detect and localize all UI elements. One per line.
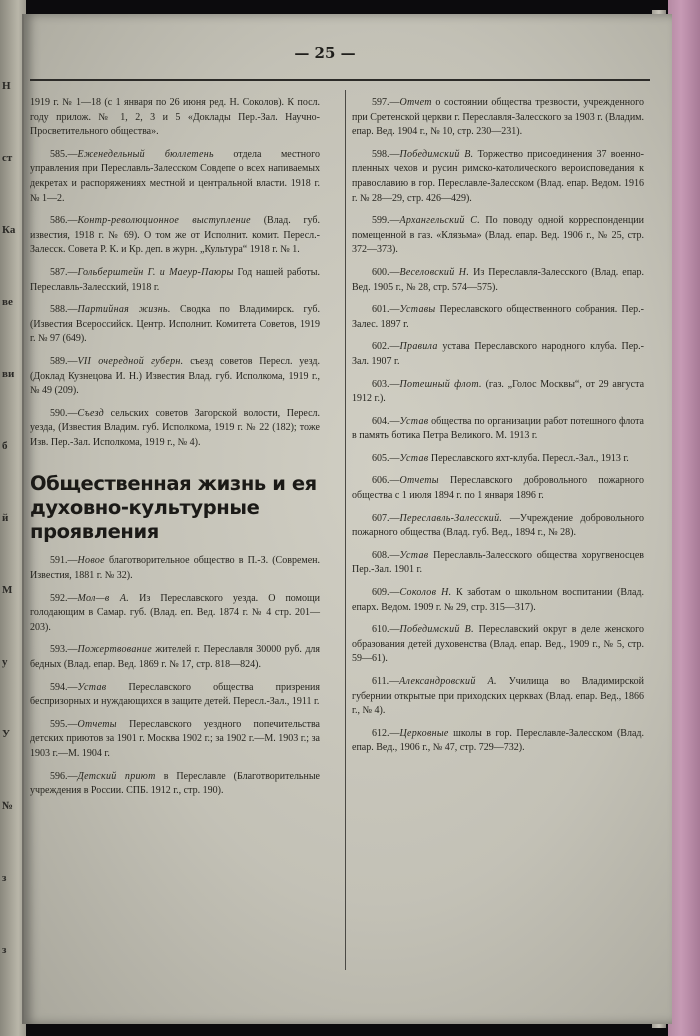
entry-text: сельских советов Загорской волости, Пересл. уезда, (Известия Владим. губ. Исполкома, 1919 г. № 22 (182); тоже Изв. Пер.-Зал. Исполкома, 1919 г., № 4). bbox=[30, 407, 321, 448]
bibliography-entry bbox=[352, 727, 644, 756]
entry-text: Переславского уездного попечительства детских приютов за 1901 г. Москва 1902 г.; за 1902 г.—М. 1903 г.; за 1903 г.—М. 1904 г. bbox=[30, 718, 321, 759]
entry-text: Переславского добровольного пожарного общества с 1 июля 1894 г. по 1 января 1896 г. bbox=[352, 475, 644, 502]
entry-author-title: Церковные bbox=[399, 727, 449, 739]
bibliography-entry bbox=[352, 549, 644, 578]
entry-number: 598.— bbox=[372, 148, 400, 160]
left-page-fragment: у bbox=[2, 656, 8, 668]
left-page-fragment: й bbox=[2, 512, 9, 524]
entry-author-title: Архангельский С. bbox=[399, 215, 481, 227]
entry-text: К заботам о школьном воспитании (Влад. епарх. Ведом. 1909 г. № 29, стр. 315—317). bbox=[352, 587, 644, 613]
entry-author-title: Александровский А. bbox=[399, 676, 497, 687]
entry-text: Переславль-Залесского общества хоругвеносцев Пер.-Зал. 1901 г. bbox=[352, 549, 644, 576]
entry-text: 1919 г. № 1—18 (с 1 января по 26 июня ред. Н. Соколов). К посл. году прилож. № 1, 2, 3 и 5 «Доклады Пер.-Зал. Научно-Просветительного общества». bbox=[30, 97, 320, 138]
entry-text: в Переславле (Благотворительные учреждения в России. СПБ. 1912 г., стр. 190). bbox=[30, 770, 320, 797]
entry-number: 602.— bbox=[372, 341, 400, 353]
bibliography-entry bbox=[352, 474, 644, 503]
bibliography-entry bbox=[30, 355, 320, 399]
entry-number: 586.— bbox=[50, 215, 78, 227]
bibliography-entry bbox=[30, 554, 320, 583]
entry-number: 590.— bbox=[50, 407, 78, 419]
entry-number: 597.— bbox=[372, 97, 400, 108]
left-page-fragment: з bbox=[2, 944, 7, 956]
bibliography-entry bbox=[30, 407, 320, 451]
left-page-fragment: М bbox=[2, 584, 13, 596]
entry-number: 585.— bbox=[50, 148, 78, 160]
entry-number: 600.— bbox=[372, 266, 400, 278]
bibliography-entry bbox=[30, 643, 320, 672]
entry-number: 606.— bbox=[372, 475, 400, 487]
entry-number: 608.— bbox=[372, 549, 400, 561]
bibliography-entry bbox=[352, 266, 644, 295]
left-entries-after-heading bbox=[30, 554, 320, 798]
right-entries bbox=[352, 96, 644, 756]
entry-author-title: Победимский В. bbox=[399, 148, 474, 160]
entry-text: о состоянии общества трезвости, учрежденного при Сретенской церкви г. Переславля-Залесского за 1903 г. (Владим. епар. Вед. 1904 г., № 10, стр. 230—231). bbox=[352, 97, 645, 138]
entry-number: 611.— bbox=[372, 676, 400, 687]
entry-author-title: Контр-революционное выступление bbox=[77, 215, 251, 227]
entry-number: 592.— bbox=[50, 592, 78, 604]
bibliography-entry bbox=[30, 303, 320, 347]
left-column bbox=[30, 96, 320, 807]
entry-text: Торжество присоединения 37 военно-пленных чехов и русин римско-католического вероисповедания к православию в гор. Переславле-Залесском (Влад. епар. Ведом. 1916 г. № 28—29, стр. 426—429). bbox=[352, 148, 644, 204]
bibliography-entry bbox=[30, 592, 320, 636]
entry-author-title: Устав bbox=[77, 681, 107, 693]
left-page-fragment: ст bbox=[2, 152, 13, 164]
bibliography-entry bbox=[352, 415, 644, 444]
bibliography-entry bbox=[352, 303, 644, 332]
left-page-fragment: ви bbox=[2, 368, 15, 380]
entry-text: По поводу одной корреспонденции помещенной в газ. «Клязьма» (Влад. епар. Вед. 1906 г., № 25, стр. 372—373). bbox=[352, 215, 645, 256]
entry-number: 589.— bbox=[50, 355, 78, 367]
entry-number: 593.— bbox=[50, 644, 78, 656]
entry-text: отдела местного управления при Переславль-Залесском Совдепе о всех напиваемых декретах и распоряжениях местной и центральной власти. 1918 г. № 1—2. bbox=[30, 148, 320, 204]
entry-author-title: Еженедельный бюллетень bbox=[77, 148, 214, 160]
entry-author-title: Потешный флот. bbox=[399, 378, 482, 390]
bibliography-entry bbox=[352, 378, 644, 407]
entry-number: 588.— bbox=[50, 304, 78, 316]
section-heading: Общественная жизнь и ея духовно-культурные проявления bbox=[30, 472, 317, 544]
entry-text: Переславского яхт-клуба. Пересл.-Зал., 1913 г. bbox=[430, 452, 629, 464]
entry-number: 587.— bbox=[50, 266, 78, 278]
entry-author-title: Партийная жизнь. bbox=[77, 304, 171, 316]
entry-author-title: Веселовский Н. bbox=[399, 266, 470, 278]
entry-text: съезд советов Пересл. уезд. (Доклад Кузнецова И. Н.) Известия Влад. губ. Исполкома, 1919 г., № 49 (209). bbox=[30, 355, 320, 397]
bibliography-entry bbox=[352, 623, 644, 667]
entry-text: школы в гор. Переславле-Залесском (Влад. епар. Вед., 1906 г., № 47, стр. 729—732). bbox=[352, 727, 644, 754]
entry-number: 604.— bbox=[372, 415, 400, 427]
entry-number: 610.— bbox=[372, 624, 400, 636]
bibliography-entry bbox=[352, 512, 644, 541]
left-page-fragment: Н bbox=[2, 80, 11, 92]
entry-author-title: Правила bbox=[399, 341, 438, 353]
entry-text: Из Переславля-Залесского (Влад. епар. Вед. 1905 г., № 28, стр. 574—575). bbox=[352, 266, 644, 293]
entry-number: 599.— bbox=[372, 215, 400, 227]
left-entries bbox=[30, 96, 320, 450]
entry-text: благотворительное общество в П.-З. (Современ. Известия, 1881 г. № 32). bbox=[30, 555, 321, 582]
entry-author-title: VII очередной губерн. bbox=[77, 355, 184, 367]
entry-number: 601.— bbox=[372, 304, 400, 316]
bibliography-entry bbox=[30, 214, 320, 258]
entry-text: Год нашей работы. Переславль-Залесский, 1918 г. bbox=[30, 266, 321, 293]
entry-author-title: Гольберштейн Г. и Маеур-Паюры bbox=[77, 266, 234, 278]
entry-text: устава Переславского народного клуба. Пер.-Зал. 1907 г. bbox=[352, 341, 645, 367]
entry-author-title: Устав bbox=[399, 452, 429, 464]
entry-text: Переславского общества призрения беспризорных и нуждающихся в защите детей. Пересл.-Зал., 1911 г. bbox=[30, 681, 320, 708]
column-divider bbox=[345, 90, 346, 970]
entry-text: общества по организации работ потешного флота в память ботика Петра Великого. М. 1913 г. bbox=[352, 415, 644, 442]
bibliography-entry bbox=[352, 96, 644, 140]
bibliography-entry bbox=[30, 718, 320, 762]
entry-author-title: Устав bbox=[399, 415, 429, 427]
entry-text: (газ. „Голос Москвы“, от 29 августа 1912 г.). bbox=[352, 378, 645, 405]
entry-author-title: Переславль-Залесский. bbox=[399, 512, 503, 524]
entry-text: Из Переславского уезда. О помощи голодающим в Самар. губ. (Влад. еп. Вед. 1874 г. № 4 стр. 201—203). bbox=[30, 592, 320, 633]
bibliography-entry bbox=[352, 148, 644, 206]
left-page-fragment: б bbox=[2, 440, 8, 452]
entry-author-title: Уставы bbox=[399, 304, 436, 316]
header-rule bbox=[30, 79, 650, 81]
left-page-fragment: У bbox=[2, 728, 11, 740]
entry-text: Сводка по Владимирск. губ. (Известия Всероссийск. Центр. Исполнит. Комитета Советов, 1919 г. № 97 (649). bbox=[30, 304, 321, 345]
page-number: — 25 — bbox=[294, 44, 356, 62]
right-column bbox=[352, 96, 644, 764]
entry-author-title: Отчеты bbox=[399, 475, 439, 487]
entry-author-title: Победимский В. bbox=[399, 624, 474, 636]
entry-text: жителей г. Переславля 30000 руб. для бедных (Влад. епар. Вед. 1869 г. № 17, стр. 818—824). bbox=[30, 644, 320, 671]
bibliography-entry bbox=[30, 266, 320, 295]
entry-number: 605.— bbox=[372, 452, 400, 464]
entry-author-title: Новое bbox=[77, 555, 105, 567]
entry-number: 603.— bbox=[372, 378, 400, 390]
left-page-fragment: ве bbox=[2, 296, 13, 308]
entry-text: (Влад. губ. известия, 1918 г. № 69). О том же от Исполнит. комит. Пересл.-Залесск. Совета Р. К. и Кр. деп. в журн. „Культура“ 1918 г. № 1. bbox=[30, 215, 321, 256]
left-page-fragment: № bbox=[2, 800, 14, 812]
entry-number: 591.— bbox=[50, 555, 78, 567]
entry-author-title: Детский приют bbox=[77, 770, 156, 782]
entry-number: 594.— bbox=[50, 681, 78, 693]
entry-author-title: Съезд bbox=[77, 407, 104, 419]
bibliography-entry bbox=[352, 452, 644, 467]
bibliography-entry bbox=[352, 586, 644, 615]
bibliography-entry bbox=[30, 148, 320, 206]
entry-author-title: Мол—в А. bbox=[77, 592, 130, 604]
entry-number: 612.— bbox=[372, 727, 400, 739]
entry-text: —Учреждение добровольного пожарного общества (Влад. губ. Вед., 1894 г., № 28). bbox=[352, 512, 644, 539]
entry-number: 595.— bbox=[50, 718, 78, 730]
entry-text: Училища во Владимирской губернии открытые при приходских церквах (Влад. епар. Вед., 1866 г., № 4). bbox=[352, 676, 644, 717]
left-page-fragment: з bbox=[2, 872, 7, 884]
bibliography-entry bbox=[30, 681, 320, 710]
bibliography-entry bbox=[30, 770, 320, 799]
entry-text: Переславский округ в деле женского образования детей духовенства (Влад. епар. Вед., 1909 г., № 5, стр. 59—61). bbox=[352, 624, 644, 665]
book-cover-edge bbox=[668, 0, 700, 1036]
entry-number: 607.— bbox=[372, 512, 400, 524]
entry-text: Переславского общественного собрания. Пер.-Залес. 1897 г. bbox=[352, 304, 644, 330]
entry-author-title: Отчет bbox=[399, 97, 432, 108]
bibliography-entry bbox=[30, 96, 320, 140]
bibliography-entry bbox=[352, 675, 644, 719]
entry-number: 596.— bbox=[50, 770, 78, 782]
bibliography-entry bbox=[352, 214, 644, 258]
entry-author-title: Соколов Н. bbox=[399, 587, 452, 599]
entry-number: 609.— bbox=[372, 587, 400, 599]
left-page-fragment: Ка bbox=[2, 224, 16, 236]
bibliography-entry bbox=[352, 340, 644, 369]
entry-author-title: Пожертвование bbox=[77, 644, 152, 656]
entry-author-title: Отчеты bbox=[77, 718, 117, 730]
entry-author-title: Устав bbox=[399, 549, 429, 561]
